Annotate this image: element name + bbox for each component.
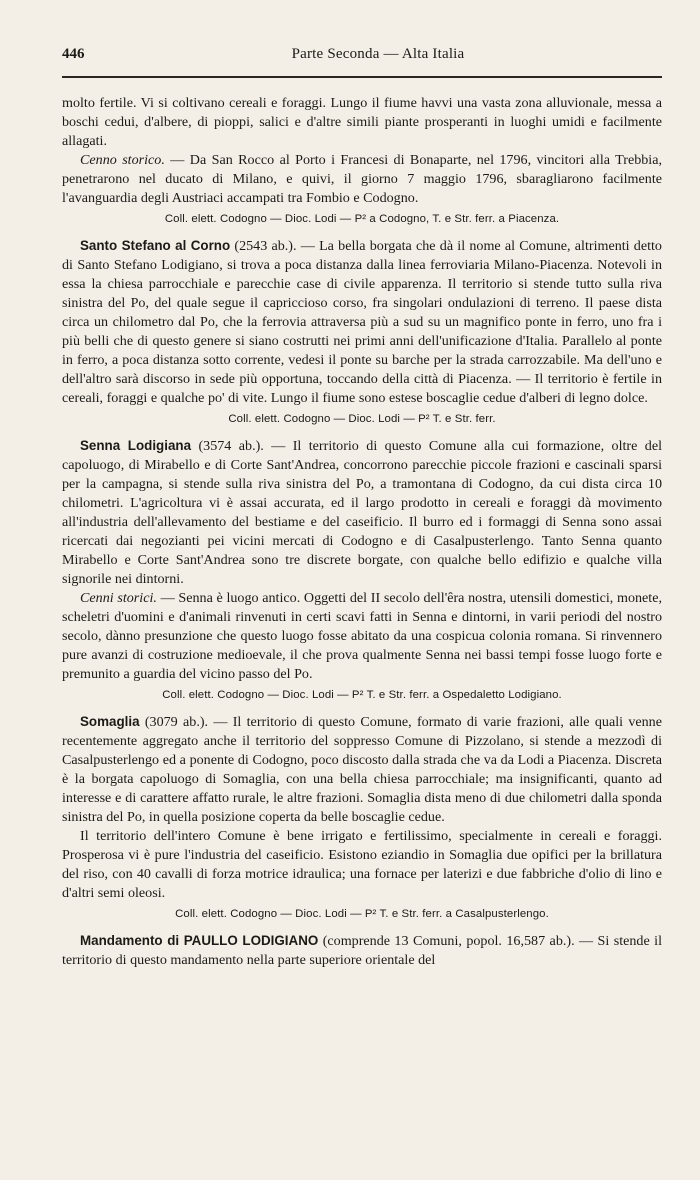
paragraph-mandamento-paullo <box>62 931 662 970</box>
paragraph-senna-lodigiana <box>62 436 662 589</box>
reference-line: Coll. elett. Codogno — Dioc. Lodi — P² T. e Str. ferr. <box>228 413 496 425</box>
paragraph-cenno-storico <box>62 151 662 208</box>
entry-heading-mandamento-paullo: Mandamento di PAULLO LODIGIANO <box>80 933 319 948</box>
reference-line: Coll. elett. Codogno — Dioc. Lodi — P² a Codogno, T. e Str. ferr. a Piacenza. <box>164 213 560 225</box>
section-heading-cenni-storici: Cenni storici. <box>80 590 157 606</box>
paragraph-text: — Senna è luogo antico. Oggetti del II secolo dell'êra nostra, utensili domestici, monete, scheletri d'uomini e d'animali rinvenuti in certi scavi fatti in Senna e dintorni, in varii periodi del nostro secolo, dànno presunzione che questo luogo fosse abitato da una cospicua colonia romana. Si rinvennero pure avanzi di costruzione medioevale, il che prova qualmente Senna nei bassi tempi fosse luogo forte e premunito a guardia del vicino passo del Po. <box>62 590 662 682</box>
paragraph-text: (3079 ab.). — Il territorio di questo Comune, formato di varie frazioni, alle quali venne recentemente aggregato anche il territorio del soppresso Comune di Pizzolano, si stende a mezzodì di Casalpusterlengo ed a ponente di Codogno, poco discosto dalla strada che va da Lodi a Piacenza. Discreta è la borgata capoluogo di Somaglia, con una bella chiesa parrocchiale; ma insignificanti, quanto ad interesse e di carattere affatto rurale, le altre frazioni. Somaglia dista meno di due chilometri dalla sponda sinistra del Po, in quella posizione coperta da belle boscaglie cedue. <box>62 714 662 825</box>
header-rule <box>62 76 662 78</box>
paragraph-santo-stefano <box>62 236 662 408</box>
running-header <box>62 46 662 76</box>
paragraph-text: (2543 ab.). — La bella borgata che dà il nome al Comune, altrimenti detto di Santo Stefano Lodigiano, si trova a poca distanza dalla linea ferroviaria Milano-Piacenza. Notevoli in essa la chiesa parrocchiale e parecchie case di civile apparenza. Il territorio si stende tutto sulla riva sinistra del Po, del quale segue il capriccioso corso, fra singolari ondulazioni di terreno. Il paese dista circa un chilometro dal Po, che la ferrovia attraversa più a sud su un magnifico ponte in ferro, uno fra i più belli che di questo genere si siano costrutti nei primi anni dell'unificazione d'Italia. Parallelo al ponte in ferro, a poca distanza sotto corrente, vedesi il ponte su barche per la strada carrozzabile. Ma dell'uno e dell'altro sarà discorso in sede più opportuna, toccando della città di Piacenza. — Il territorio è fertile in cereali, foraggi e qualche po' di vite. Lungo il fiume sono estese boscaglie cedue d'alberi di legno dolce. <box>62 238 662 406</box>
page-number: 446 <box>62 46 85 62</box>
section-heading-cenno-storico: Cenno storico. <box>80 152 165 168</box>
entry-heading-senna-lodigiana: Senna Lodigiana <box>80 438 192 453</box>
running-title: Parte Seconda — Alta Italia <box>291 46 465 62</box>
page-body <box>62 94 662 970</box>
reference-line: Coll. elett. Codogno — Dioc. Lodi — P² T. e Str. ferr. a Casalpusterlengo. <box>175 908 549 920</box>
paragraph-text: (comprende 13 Comuni, popol. 16,587 ab.). — Si stende il territorio di questo mandamento nella parte superiore orientale del <box>62 933 662 968</box>
reference-line: Coll. elett. Codogno — Dioc. Lodi — P² T. e Str. ferr. a Ospedaletto Lodigiano. <box>162 689 562 701</box>
paragraph-text: (3574 ab.). — Il territorio di questo Comune alla cui formazione, oltre del capoluogo, di Mirabello e di Corte Sant'Andrea, concorrono parecchie piccole frazioni e cascinali sparsi per la campagna, si stende sulla riva sinistra del Po, a tramontana di Codogno, da cui dista circa 10 chilometri. L'agricoltura vi è assai accurata, ed il largo prodotto in cereali e foraggi dà movimento all'industria dell'allevamento del bestiame e del caseificio. Il burro ed i formaggi di Senna sono assai ricercati dai negozianti pei vicini mercati di Codogno e di Casalpusterlengo. Tanto Senna quanto Mirabello e Corte Sant'Andrea sono tre discrete borgate, con qualche bello edifizio e qualche villa signorile nei dintorni. <box>62 438 663 587</box>
entry-heading-santo-stefano: Santo Stefano al Corno <box>80 238 231 253</box>
book-page <box>0 46 700 1180</box>
entry-heading-somaglia: Somaglia <box>80 714 140 729</box>
paragraph-somaglia-2: Il territorio dell'intero Comune è bene irrigato e fertilissimo, specialmente in cereali e foraggi. Prosperosa vi è pure l'industria del caseificio. Esistono eziandio in Somaglia due opifici per la brillatura del riso, con 40 cavalli di forza motrice idraulica; una fornace per laterizi e due fabbriche d'olio di lino e d'altri semi oleosi. <box>62 828 662 901</box>
paragraph-intro: molto fertile. Vi si coltivano cereali e foraggi. Lungo il fiume havvi una vasta zona alluvionale, messa a boschi cedui, d'albere, di pioppi, salici e d'altre simili piante prosperanti in luoghi umidi e facilmente allagati. <box>62 95 662 149</box>
paragraph-cenni-storici <box>62 589 662 684</box>
paragraph-text: — Da San Rocco al Porto i Francesi di Bonaparte, nel 1796, vincitori alla Trebbia, penetrarono nel ducato di Milano, e quivi, il giorno 7 maggio 1796, sbaragliarono facilmente l'avanguardia degli Austriaci accampati tra Fombio e Codogno. <box>62 152 662 206</box>
paragraph-somaglia <box>62 712 662 827</box>
